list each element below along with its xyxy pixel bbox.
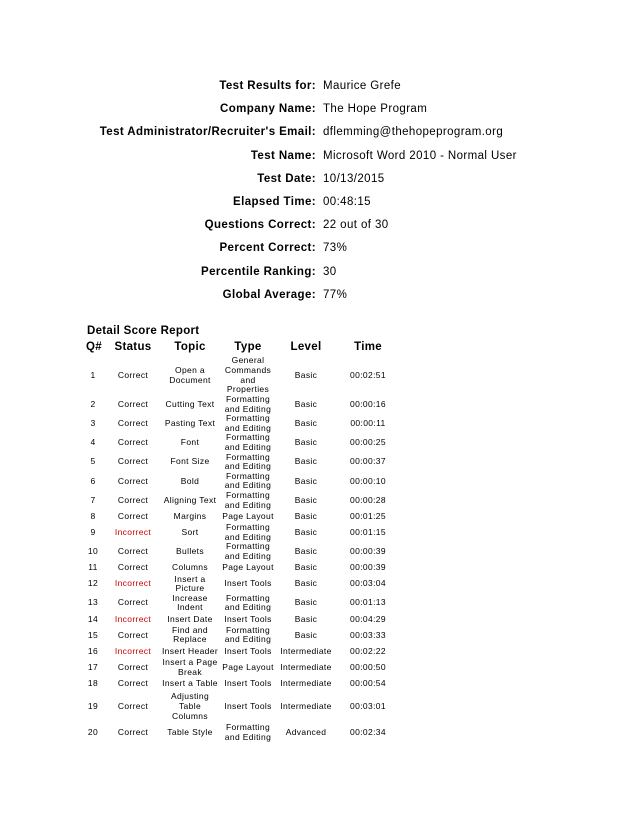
cell-time: 00:00:39 xyxy=(350,546,386,557)
cell-level: Intermediate xyxy=(280,645,332,656)
cell-q: 18 xyxy=(87,677,99,688)
cell-level: Basic xyxy=(294,398,318,409)
cell-topic: Sort xyxy=(181,526,199,537)
cell-time: 00:04:29 xyxy=(350,613,386,624)
cell-status: Correct xyxy=(117,597,149,608)
summary-value: Microsoft Word 2010 - Normal User xyxy=(323,149,517,162)
summary-row-test-results-for xyxy=(0,80,638,103)
cell-level: Basic xyxy=(294,437,318,448)
summary-row-administrator-email xyxy=(0,126,638,149)
cell-type: Insert Tools xyxy=(224,645,272,656)
summary-value: The Hope Program xyxy=(323,103,428,116)
cell-topic: Insert a Table xyxy=(162,677,218,688)
cell-status: Correct xyxy=(117,677,149,688)
cell-status: Correct xyxy=(117,562,149,573)
cell-time: 00:02:51 xyxy=(350,369,386,380)
cell-q: 10 xyxy=(87,546,99,557)
summary-label: Percent Correct: xyxy=(219,242,316,255)
cell-topic: Font Size xyxy=(170,456,210,467)
summary-value: Maurice Grefe xyxy=(323,80,402,92)
summary-value: 73% xyxy=(323,242,348,255)
summary-row-global-average xyxy=(0,289,638,312)
cell-level: Basic xyxy=(294,417,318,428)
summary-label: Test Name: xyxy=(250,149,316,162)
table-row xyxy=(80,453,400,472)
table-row xyxy=(80,356,400,395)
table-row xyxy=(80,433,400,452)
cell-topic: Find and Replace xyxy=(172,624,208,645)
cell-time: 00:00:10 xyxy=(350,475,386,486)
cell-time: 00:00:25 xyxy=(350,437,386,448)
summary-row-company-name xyxy=(0,103,638,126)
column-header-level: Level xyxy=(290,341,322,353)
cell-topic: Adjusting Table Columns xyxy=(170,691,210,721)
cell-q: 12 xyxy=(87,578,99,589)
cell-type: Formatting and Editing xyxy=(224,541,272,561)
cell-level: Basic xyxy=(294,369,318,380)
cell-type: Formatting and Editing xyxy=(224,722,272,742)
cell-topic: Pasting Text xyxy=(164,417,216,428)
cell-level: Intermediate xyxy=(280,700,332,711)
cell-time: 00:03:04 xyxy=(350,578,386,589)
summary-row-test-name xyxy=(0,150,638,173)
summary-row-percent-correct xyxy=(0,242,638,265)
cell-topic: Insert Date xyxy=(167,613,213,624)
summary-label: Test Results for: xyxy=(219,80,316,92)
cell-level: Basic xyxy=(294,613,318,624)
cell-level: Basic xyxy=(294,597,318,608)
cell-status: Correct xyxy=(117,398,149,409)
summary-row-percentile-ranking xyxy=(0,266,638,289)
summary-label: Percentile Ranking: xyxy=(201,265,316,278)
cell-type: Formatting and Editing xyxy=(224,489,272,510)
cell-q: 8 xyxy=(90,510,96,521)
summary-value: 77% xyxy=(323,288,348,301)
cell-q: 16 xyxy=(87,645,99,656)
table-row xyxy=(80,523,400,542)
cell-time: 00:00:37 xyxy=(350,456,386,467)
cell-topic: Font xyxy=(180,437,200,448)
cell-topic: Insert Header xyxy=(161,645,219,656)
table-row xyxy=(80,542,400,561)
cell-time: 00:01:13 xyxy=(350,597,386,608)
detail-score-report-title: Detail Score Report xyxy=(87,325,200,337)
table-row xyxy=(80,594,400,613)
table-row xyxy=(80,395,400,414)
cell-q: 4 xyxy=(90,437,96,448)
cell-type: Insert Tools xyxy=(224,613,272,624)
cell-status: Correct xyxy=(117,456,149,467)
table-row xyxy=(80,414,400,433)
cell-time: 00:00:28 xyxy=(350,494,386,505)
summary-label: Test Administrator/Recruiter's Email: xyxy=(99,126,316,139)
summary-row-elapsed-time xyxy=(0,196,638,219)
summary-row-questions-correct xyxy=(0,219,638,242)
cell-topic: Bold xyxy=(180,475,200,486)
cell-type: Formatting and Editing xyxy=(224,592,272,613)
cell-level: Basic xyxy=(294,578,318,589)
table-row xyxy=(80,723,400,742)
cell-level: Intermediate xyxy=(280,677,332,688)
cell-q: 19 xyxy=(87,700,99,711)
detail-score-table xyxy=(80,339,400,742)
cell-type: Insert Tools xyxy=(224,677,272,688)
table-header-row xyxy=(80,339,400,356)
cell-time: 00:00:50 xyxy=(350,661,386,672)
summary-value: 22 out of 30 xyxy=(323,219,389,232)
cell-time: 00:03:33 xyxy=(350,629,386,640)
cell-level: Basic xyxy=(294,494,318,505)
cell-topic: Increase Indent xyxy=(172,592,208,613)
cell-topic: Bullets xyxy=(176,546,204,557)
cell-type: Insert Tools xyxy=(224,700,272,711)
column-header-type: Type xyxy=(234,341,262,353)
cell-q: 17 xyxy=(87,661,99,672)
cell-q: 20 xyxy=(87,727,99,738)
test-summary xyxy=(0,80,638,312)
cell-level: Advanced xyxy=(285,727,327,738)
summary-value: 00:48:15 xyxy=(323,195,371,208)
cell-topic: Aligning Text xyxy=(163,494,217,505)
summary-label: Company Name: xyxy=(220,103,316,116)
cell-q: 11 xyxy=(88,562,98,573)
cell-q: 13 xyxy=(87,597,99,608)
cell-type: General Commands and Properties xyxy=(224,355,272,395)
cell-type: Formatting and Editing xyxy=(224,451,272,472)
table-row xyxy=(80,562,400,575)
cell-time: 00:01:15 xyxy=(350,526,386,537)
cell-status: Correct xyxy=(117,494,149,505)
table-row xyxy=(80,690,400,723)
summary-value: dflemming@thehopeprogram.org xyxy=(323,126,504,139)
cell-status: Correct xyxy=(117,661,149,672)
cell-level: Basic xyxy=(294,456,318,467)
cell-time: 00:02:34 xyxy=(350,727,386,738)
table-row xyxy=(80,626,400,645)
table-row xyxy=(80,491,400,510)
summary-row-test-date xyxy=(0,173,638,196)
cell-status: Correct xyxy=(117,629,149,640)
cell-topic: Insert a Page Break xyxy=(162,657,218,677)
cell-q: 6 xyxy=(90,475,96,486)
cell-type: Page Layout xyxy=(222,510,274,521)
cell-q: 7 xyxy=(90,494,96,505)
cell-level: Basic xyxy=(294,546,318,557)
cell-level: Intermediate xyxy=(280,661,332,672)
table-row xyxy=(80,658,400,677)
cell-type: Formatting and Editing xyxy=(224,624,272,645)
cell-q: 3 xyxy=(90,417,96,428)
table-row xyxy=(80,645,400,658)
cell-type: Formatting and Editing xyxy=(224,413,272,433)
summary-value: 30 xyxy=(323,265,337,278)
cell-status: Correct xyxy=(117,510,149,521)
cell-status: Correct xyxy=(117,546,149,557)
cell-time: 00:00:39 xyxy=(350,562,386,573)
cell-level: Basic xyxy=(294,562,318,573)
cell-status: Correct xyxy=(117,437,149,448)
summary-label: Elapsed Time: xyxy=(233,195,316,208)
cell-type: Formatting and Editing xyxy=(224,470,272,491)
cell-type: Page Layout xyxy=(222,562,274,573)
table-row xyxy=(80,472,400,491)
cell-q: 5 xyxy=(90,456,96,467)
cell-type: Formatting and Editing xyxy=(224,522,272,542)
cell-level: Basic xyxy=(294,526,318,537)
cell-topic: Open a Document xyxy=(169,364,211,385)
cell-time: 00:00:16 xyxy=(350,398,386,409)
cell-topic: Insert a Picture xyxy=(174,573,206,594)
cell-type: Insert Tools xyxy=(224,578,272,589)
cell-status: Correct xyxy=(117,417,149,428)
cell-q: 15 xyxy=(87,629,99,640)
column-header-topic: Topic xyxy=(174,341,206,353)
cell-q: 9 xyxy=(90,526,96,537)
cell-topic: Columns xyxy=(172,562,208,573)
cell-level: Basic xyxy=(294,629,318,640)
cell-status: Incorrect xyxy=(114,645,152,656)
cell-type: Page Layout xyxy=(222,661,274,672)
cell-topic: Margins xyxy=(173,510,207,521)
cell-topic: Table Style xyxy=(167,727,213,738)
column-header-status: Status xyxy=(114,341,152,353)
cell-q: 1 xyxy=(90,369,96,380)
cell-q: 2 xyxy=(90,398,96,409)
cell-level: Basic xyxy=(294,475,318,486)
cell-type: Formatting and Editing xyxy=(224,432,272,452)
cell-type: Formatting and Editing xyxy=(224,394,272,414)
cell-status: Correct xyxy=(117,475,149,486)
cell-status: Correct xyxy=(117,369,149,380)
summary-label: Global Average: xyxy=(222,288,316,301)
cell-level: Basic xyxy=(294,510,318,521)
cell-q: 14 xyxy=(87,613,99,624)
cell-status: Incorrect xyxy=(114,526,152,537)
cell-time: 00:00:11 xyxy=(350,417,386,428)
cell-time: 00:03:01 xyxy=(350,700,386,711)
cell-time: 00:00:54 xyxy=(350,677,386,688)
cell-status: Incorrect xyxy=(114,578,152,589)
cell-status: Incorrect xyxy=(114,613,152,624)
summary-value: 10/13/2015 xyxy=(323,172,385,185)
summary-label: Questions Correct: xyxy=(204,219,316,232)
cell-status: Correct xyxy=(117,727,149,738)
cell-status: Correct xyxy=(117,700,149,711)
column-header-time: Time xyxy=(354,341,382,353)
table-row xyxy=(80,575,400,594)
summary-label: Test Date: xyxy=(257,172,316,185)
cell-topic: Cutting Text xyxy=(165,398,215,409)
table-row xyxy=(80,677,400,690)
cell-time: 00:01:25 xyxy=(350,510,386,521)
cell-time: 00:02:22 xyxy=(350,645,386,656)
table-row xyxy=(80,613,400,626)
column-header-q: Q# xyxy=(86,341,102,353)
